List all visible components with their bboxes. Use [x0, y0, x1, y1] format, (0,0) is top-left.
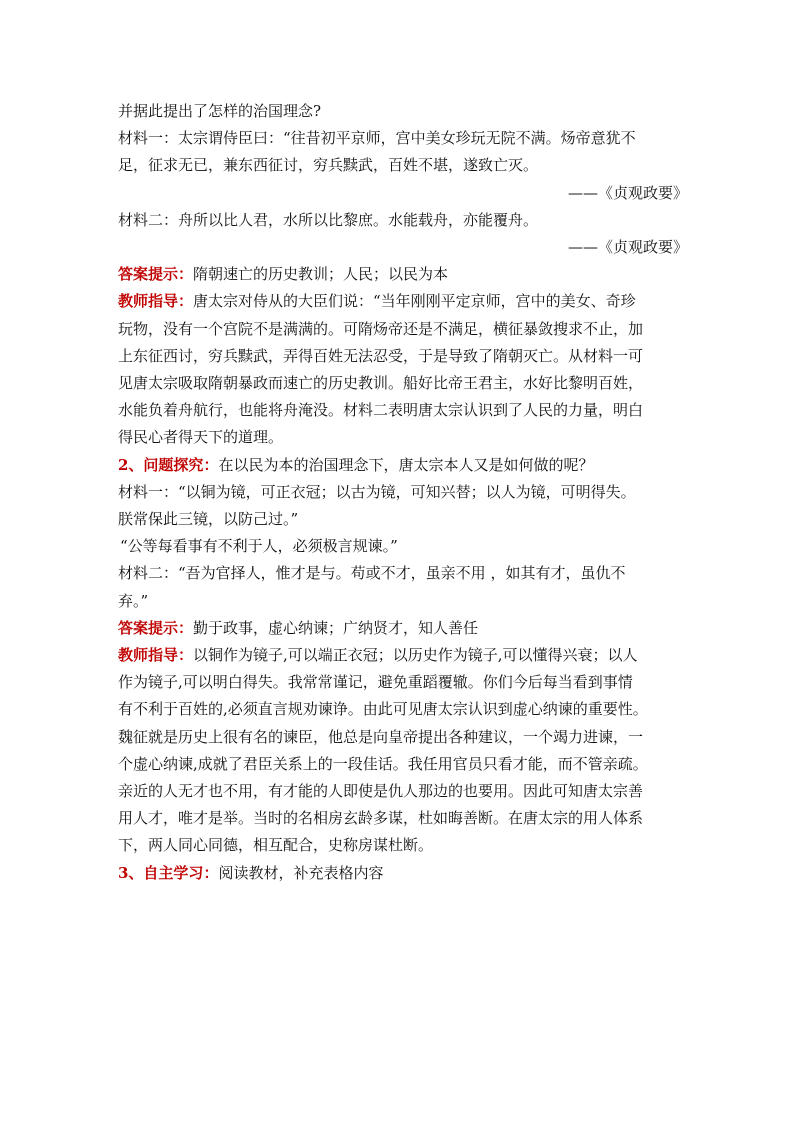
text-line [118, 479, 688, 506]
line-text: 阅读教材，补充表格内容 [218, 863, 384, 882]
text-line [118, 696, 688, 723]
text-line [118, 778, 688, 805]
text-line [118, 180, 688, 207]
line-text: 个虚心纳谏,成就了君臣关系上的一段佳话。我任用官员只看才能，而不管亲疏。 [118, 754, 648, 773]
line-text: 玩物，没有一个宫院不是满满的。可隋炀帝还是不满足，横征暴敛搜求不止，加 [118, 319, 644, 338]
text-line [118, 234, 688, 261]
section-label: 教师指导： [118, 646, 194, 665]
text-line [118, 261, 688, 288]
section-label: 答案提示： [118, 618, 194, 637]
line-text: 足，征求无已，兼东西征讨，穷兵黩武，百姓不堪，遂致亡灭。 [118, 156, 539, 175]
text-line [118, 724, 688, 751]
text-line [118, 669, 688, 696]
line-text: 水能负着舟航行，也能将舟淹没。材料二表明唐太宗认识到了人民的力量，明白 [118, 401, 644, 420]
line-text: 有不利于百姓的,必须直言规劝谏诤。由此可见唐太宗认识到虚心纳谏的重要性。 [118, 700, 648, 719]
line-text: 朕常保此三镜，以防己过。” [118, 510, 299, 529]
line-text: 得民心者得天下的道理。 [118, 428, 284, 447]
text-line [118, 125, 688, 152]
line-text: 材料一：太宗谓侍臣曰：“往昔初平京师，宫中美女珍玩无院不满。炀帝意犹不 [118, 129, 636, 148]
section-label: 2、问题探究： [118, 455, 219, 474]
text-line [118, 751, 688, 778]
line-text: “公等每看事有不利于人，必须极言规谏。” [120, 537, 398, 556]
text-line [118, 860, 688, 887]
line-text: ——《贞观政要》 [567, 183, 688, 202]
line-text: 以铜作为镜子,可以端正衣冠；以历史作为镜子,可以懂得兴衰；以人 [193, 646, 638, 665]
text-line [118, 642, 688, 669]
text-line [118, 152, 688, 179]
text-line [118, 805, 688, 832]
text-line [118, 560, 688, 587]
line-text: 亲近的人无才也不用，有才能的人即使是仇人那边的也要用。因此可知唐太宗善 [118, 782, 644, 801]
line-text: 下，两人同心同德，相互配合，史称房谋杜断。 [118, 836, 434, 855]
text-line [118, 533, 688, 560]
text-line [118, 452, 688, 479]
line-text: 见唐太宗吸取隋朝暴政而速亡的历史教训。船好比帝王君主，水好比黎明百姓， [118, 374, 644, 393]
text-line [118, 615, 688, 642]
document-body [118, 98, 688, 887]
line-text: 弃。” [118, 591, 149, 610]
text-line [118, 424, 688, 451]
text-line [118, 343, 688, 370]
line-text: 唐太宗对侍从的大臣们说：“当年刚刚平定京师，宫中的美女、奇珍 [193, 292, 636, 311]
section-label: 答案提示： [118, 265, 194, 284]
text-line [118, 588, 688, 615]
line-text: 上东征西讨，穷兵黩武，弄得百姓无法忍受，于是导致了隋朝灭亡。从材料一可 [118, 346, 644, 365]
text-line [118, 832, 688, 859]
text-line [118, 506, 688, 533]
line-text: 并据此提出了怎样的治国理念? [118, 102, 322, 120]
line-text: 在以民为本的治国理念下，唐太宗本人又是如何做的呢？ [218, 455, 594, 474]
line-text: 材料一：“以铜为镜，可正衣冠；以古为镜，可知兴替；以人为镜，可明得失。 [118, 482, 636, 501]
section-label: 教师指导： [118, 292, 194, 311]
line-text: 勤于政事，虚心纳谏；广纳贤才，知人善任 [193, 618, 479, 637]
line-text: 隋朝速亡的历史教训；人民；以民为本 [193, 265, 449, 284]
text-line [118, 288, 688, 315]
line-text: 材料二：舟所以比人君，水所以比黎庶。水能载舟，亦能覆舟。 [118, 210, 539, 229]
line-text: 魏征就是历史上很有名的谏臣，他总是向皇帝提出各种建议，一个竭力进谏，一 [118, 727, 644, 746]
text-line [118, 98, 688, 125]
line-text: 用人才，唯才是举。当时的名相房玄龄多谋，杜如晦善断。在唐太宗的用人体系 [118, 809, 644, 828]
line-text: 作为镜子,可以明白得失。我常常谨记，避免重蹈覆辙。你们今后每当看到事情 [118, 673, 633, 692]
line-text: 材料二：“吾为官择人，惟才是与。苟或不才，虽亲不用 ，如其有才，虽仇不 [118, 564, 626, 583]
section-label: 3、自主学习： [118, 863, 219, 882]
text-line [118, 316, 688, 343]
text-line [118, 370, 688, 397]
text-line [118, 397, 688, 424]
line-text: ——《贞观政要》 [567, 238, 688, 257]
text-line [118, 207, 688, 234]
